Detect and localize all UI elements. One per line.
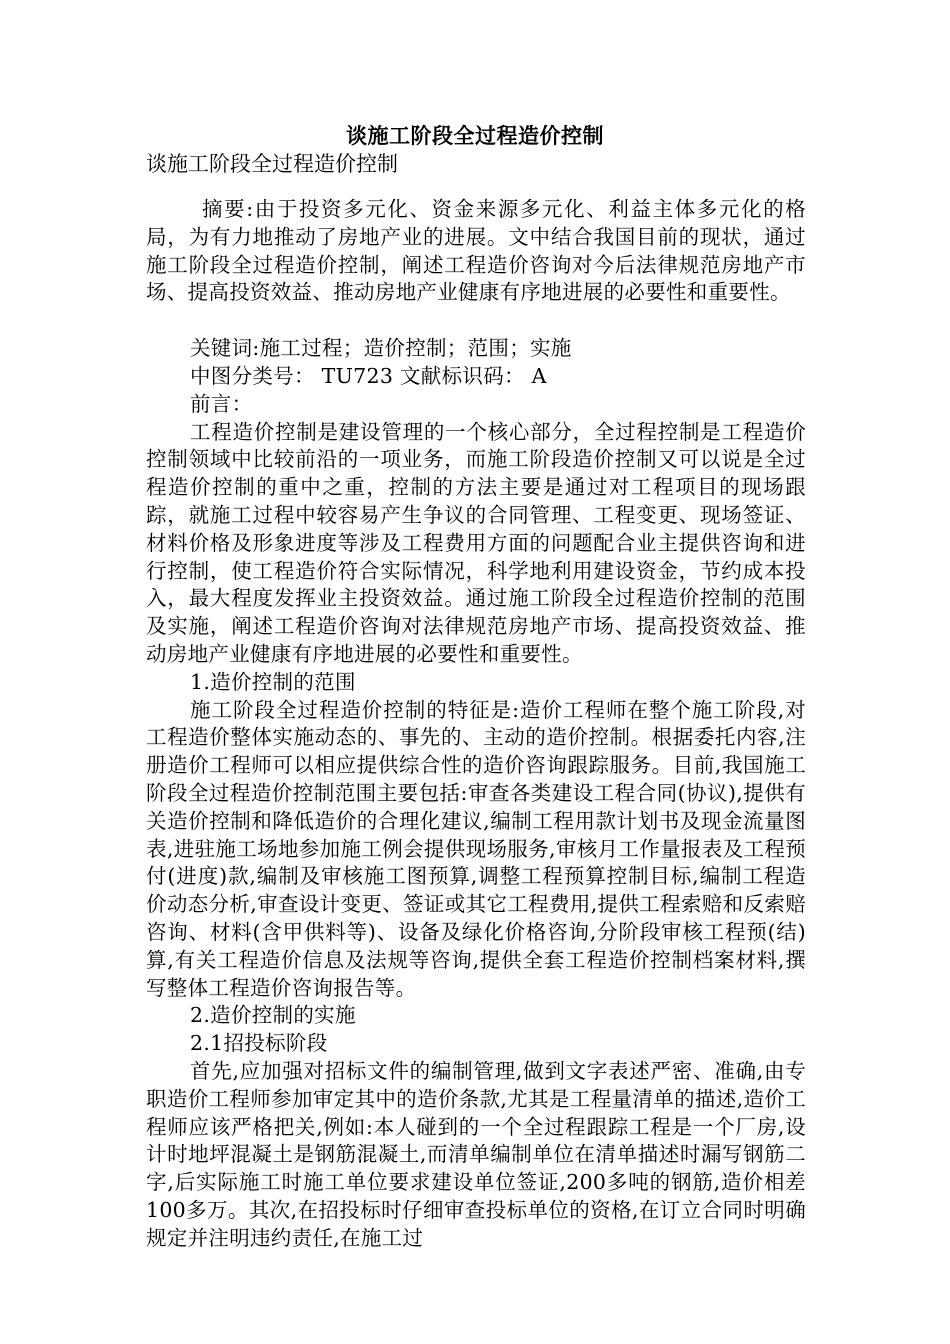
section-2-1-heading: 2.1招投标阶段 — [190, 1031, 328, 1056]
keywords-line: 关键词:施工过程；造价控制；范围；实施 — [190, 336, 572, 361]
section-1-paragraph: 施工阶段全过程造价控制的特征是:造价工程师在整个施工阶段,对工程造价整体实施动态的、事先的、主动的造价控制。根据委托内容,注册造价工程师可以相应提供综合性的造价咨询跟踪服务。目前,我国施工阶段全过程造价控制范围主要包括:审查各类建设工程合同(协议),提供有关造价控制和降低造价的合理化建议,编制工程用款计划书及现金流量图表,进驻施工场地参加施工例会提供现场服务,审核月工作量报表及工程预付(进度)款,编制及审核施工图预算,调整工程预算控制目标,编制工程造价动态分析,审查设计变更、签证或其它工程费用,提供工程索赔和反索赔咨询、材料(含甲供料等)、设备及绿化价格咨询,分阶段审核工程预(结)算,有关工程造价信息及法规等咨询,提供全套工程造价控制档案材料,撰写整体工程造价咨询报告等。 — [146, 697, 806, 1000]
document-body — [146, 196, 806, 1252]
preface-paragraph: 工程造价控制是建设管理的一个核心部分，全过程控制是工程造价控制领域中比较前沿的一项业务，而施工阶段造价控制又可以说是全过程造价控制的重中之重，控制的方法主要是通过对工程项目的现场跟踪，就施工过程中较容易产生争议的合同管理、工程变更、现场签证、材料价格及形象进度等涉及工程费用方面的问题配合业主提供咨询和进行控制，使工程造价符合实际情况，科学地利用建设资金，节约成本投入，最大程度发挥业主投资效益。通过施工阶段全过程造价控制的范围及实施，阐述工程造价咨询对法律规范房地产市场、提高投资效益、推动房地产业健康有序地进展的必要性和重要性。 — [146, 419, 806, 666]
paragraph-spacer — [146, 307, 806, 335]
section-1-heading: 1.造价控制的范围 — [190, 669, 356, 694]
classification-line: 中图分类号： TU723 文献标识码： A — [190, 363, 547, 388]
section-2-1-paragraph: 首先,应加强对招标文件的编制管理,做到文字表述严密、准确,由专职造价工程师参加审定其中的造价条款,尤其是工程量清单的描述,造价工程师应该严格把关,例如:本人碰到的一个全过程跟踪工程是一个厂房,设计时地坪混凝土是钢筋混凝土,而清单编制单位在清单描述时漏写钢筋二字,后实际施工时施工单位要求建设单位签证,200多吨的钢筋,造价相差100多万。其次,在招投标时仔细审查投标单位的资格,在订立合同时明确规定并注明违约责任,在施工过 — [146, 1058, 806, 1250]
abstract-paragraph: 摘要:由于投资多元化、资金来源多元化、利益主体多元化的格局，为有力地推动了房地产业的进展。文中结合我国目前的现状，通过施工阶段全过程造价控制，阐述工程造价咨询对今后法律规范房地产市场、提高投资效益、推动房地产业健康有序地进展的必要性和重要性。 — [146, 197, 806, 305]
preface-heading: 前言： — [190, 391, 253, 416]
document-title: 谈施工阶段全过程造价控制 — [346, 123, 604, 148]
section-2-heading: 2.造价控制的实施 — [190, 1003, 356, 1028]
document-subtitle: 谈施工阶段全过程造价控制 — [146, 152, 398, 176]
